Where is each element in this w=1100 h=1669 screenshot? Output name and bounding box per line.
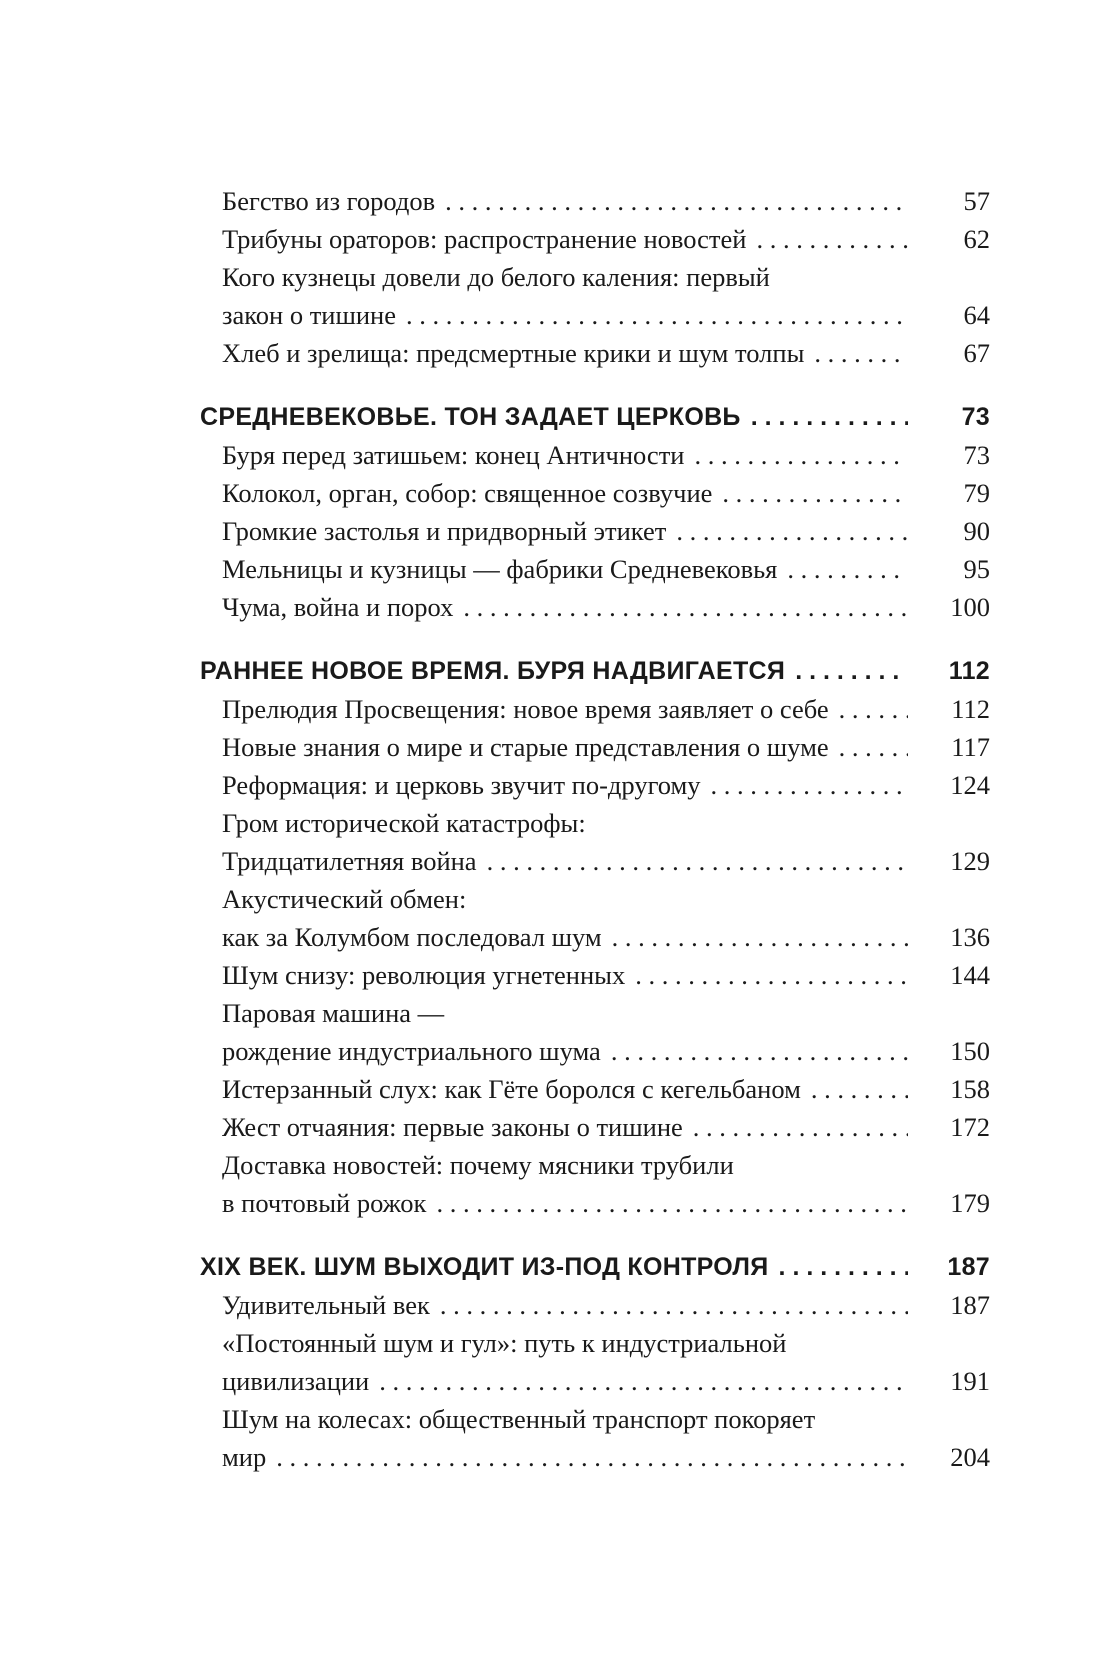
toc-entry-page: 57	[963, 186, 990, 216]
toc-entry	[200, 994, 990, 1032]
toc-entry	[200, 512, 990, 550]
toc-entry-page: 67	[963, 338, 990, 368]
section-title: РАННЕЕ НОВОЕ ВРЕМЯ. БУРЯ НАДВИГАЕТСЯ	[200, 657, 786, 685]
toc-entry-page: 62	[963, 224, 990, 254]
toc-entry	[200, 1032, 990, 1070]
toc-entry-page: 124	[950, 770, 990, 800]
toc-entry	[200, 258, 990, 296]
toc-entry-title: Истерзанный слух: как Гёте боролся с кегельбаном	[222, 1074, 801, 1104]
toc-entry	[200, 880, 990, 918]
dot-leader	[635, 956, 908, 994]
toc-entry-title: мир	[222, 1442, 267, 1472]
toc-entry-page: 144	[950, 960, 990, 990]
toc-entry-page: 179	[950, 1188, 990, 1218]
toc-entry	[200, 1362, 990, 1400]
dot-leader	[463, 588, 908, 626]
dot-leader	[379, 1362, 908, 1400]
toc-entry	[200, 1146, 990, 1184]
toc-entry	[200, 436, 990, 474]
toc-entry	[200, 296, 990, 334]
toc-section-heading	[200, 398, 990, 436]
toc-entry-page: 73	[963, 440, 990, 470]
toc-entry-page: 129	[950, 846, 990, 876]
dot-leader	[694, 436, 908, 474]
dot-leader	[406, 296, 908, 334]
toc-entry	[200, 1070, 990, 1108]
toc-entry-page: 191	[950, 1366, 990, 1396]
dot-leader	[611, 1032, 908, 1070]
dot-leader	[487, 842, 908, 880]
toc-entry	[200, 1184, 990, 1222]
toc-entry-title: Шум на колесах: общественный транспорт покоряет	[222, 1404, 816, 1434]
toc-entry-title: Прелюдия Просвещения: новое время заявляет о себе	[222, 694, 829, 724]
toc-entry	[200, 956, 990, 994]
toc-entry-title: Кого кузнецы довели до белого каления: первый	[222, 262, 770, 292]
toc-entry-title: Удивительный век	[222, 1290, 430, 1320]
toc-entry	[200, 1324, 990, 1362]
dot-leader	[839, 728, 908, 766]
toc-entry	[200, 728, 990, 766]
dot-leader	[436, 1184, 908, 1222]
toc-entry	[200, 690, 990, 728]
dot-leader	[612, 918, 908, 956]
dot-leader	[711, 766, 908, 804]
toc-entry	[200, 1438, 990, 1476]
toc-entry-page: 64	[963, 300, 990, 330]
toc-entry-title: Бегство из городов	[222, 186, 436, 216]
section-title: XIX ВЕК. ШУМ ВЫХОДИТ ИЗ-ПОД КОНТРОЛЯ	[200, 1253, 769, 1281]
section-title: СРЕДНЕВЕКОВЬЕ. ТОН ЗАДАЕТ ЦЕРКОВЬ	[200, 403, 741, 431]
toc-entry-title: Шум снизу: революция угнетенных	[222, 960, 626, 990]
toc-entry-title: Громкие застолья и придворный этикет	[222, 516, 667, 546]
section-page: 187	[947, 1253, 990, 1281]
dot-leader	[676, 512, 908, 550]
toc-entry-page: 150	[950, 1036, 990, 1066]
dot-leader	[756, 220, 908, 258]
toc-entry-title: Доставка новостей: почему мясники трубили	[222, 1150, 734, 1180]
dot-leader	[445, 182, 908, 220]
toc-entry-page: 95	[963, 554, 990, 584]
toc-entry-title: Жест отчаяния: первые законы о тишине	[222, 1112, 683, 1142]
toc-entry	[200, 842, 990, 880]
toc-entry-title: Паровая машина —	[222, 998, 445, 1028]
toc-entry	[200, 1400, 990, 1438]
dot-leader	[693, 1108, 908, 1146]
toc-entry-title: «Постоянный шум и гул»: путь к индустриальной	[222, 1328, 787, 1358]
toc-entry-title: Хлеб и зрелища: предсмертные крики и шум толпы	[222, 338, 805, 368]
dot-leader	[751, 398, 908, 436]
section-page: 112	[948, 657, 990, 685]
toc-entry-title: Тридцатилетняя война	[222, 846, 477, 876]
toc-entry-title: Акустический обмен:	[222, 884, 467, 914]
toc-entry-title: Буря перед затишьем: конец Античности	[222, 440, 685, 470]
dot-leader	[440, 1286, 908, 1324]
toc-entry-title: Колокол, орган, собор: священное созвучие	[222, 478, 713, 508]
toc-entry-page: 79	[963, 478, 990, 508]
toc-entry	[200, 474, 990, 512]
dot-leader	[839, 690, 908, 728]
dot-leader	[779, 1248, 908, 1286]
dot-leader	[276, 1438, 908, 1476]
toc-entry	[200, 1286, 990, 1324]
toc-entry-title: рождение индустриального шума	[222, 1036, 601, 1066]
toc-entry-title: Новые знания о мире и старые представления о шуме	[222, 732, 829, 762]
toc-entry-page: 117	[951, 732, 990, 762]
toc-entry-page: 158	[950, 1074, 990, 1104]
toc-entry	[200, 766, 990, 804]
toc-entry-page: 90	[963, 516, 990, 546]
dot-leader	[787, 550, 908, 588]
toc-entry	[200, 220, 990, 258]
toc-entry-title: как за Колумбом последовал шум	[222, 922, 602, 952]
toc-entry	[200, 918, 990, 956]
toc-entry-title: Мельницы и кузницы — фабрики Средневековья	[222, 554, 778, 584]
toc-entry-page: 172	[950, 1112, 990, 1142]
toc-entry	[200, 550, 990, 588]
toc-entry-page: 100	[950, 592, 990, 622]
toc-entry	[200, 1108, 990, 1146]
dot-leader	[811, 1070, 908, 1108]
dot-leader	[795, 652, 908, 690]
toc-entry	[200, 588, 990, 626]
toc-entry-title: закон о тишине	[222, 300, 396, 330]
toc-entry-title: Гром исторической катастрофы:	[222, 808, 586, 838]
toc-entry	[200, 182, 990, 220]
table-of-contents	[200, 182, 990, 1476]
toc-entry-page: 136	[950, 922, 990, 952]
toc-entry-title: Чума, война и порох	[222, 592, 454, 622]
toc-entry	[200, 804, 990, 842]
section-page: 73	[961, 403, 990, 431]
dot-leader	[722, 474, 908, 512]
toc-section-heading	[200, 652, 990, 690]
toc-entry-page: 112	[951, 694, 990, 724]
toc-entry	[200, 334, 990, 372]
toc-entry-title: цивилизации	[222, 1366, 370, 1396]
toc-section-heading	[200, 1248, 990, 1286]
toc-entry-title: Трибуны ораторов: распространение новостей	[222, 224, 747, 254]
dot-leader	[814, 334, 908, 372]
toc-entry-page: 187	[950, 1290, 990, 1320]
toc-entry-title: Реформация: и церковь звучит по-другому	[222, 770, 701, 800]
toc-entry-title: в почтовый рожок	[222, 1188, 427, 1218]
toc-entry-page: 204	[950, 1442, 990, 1472]
